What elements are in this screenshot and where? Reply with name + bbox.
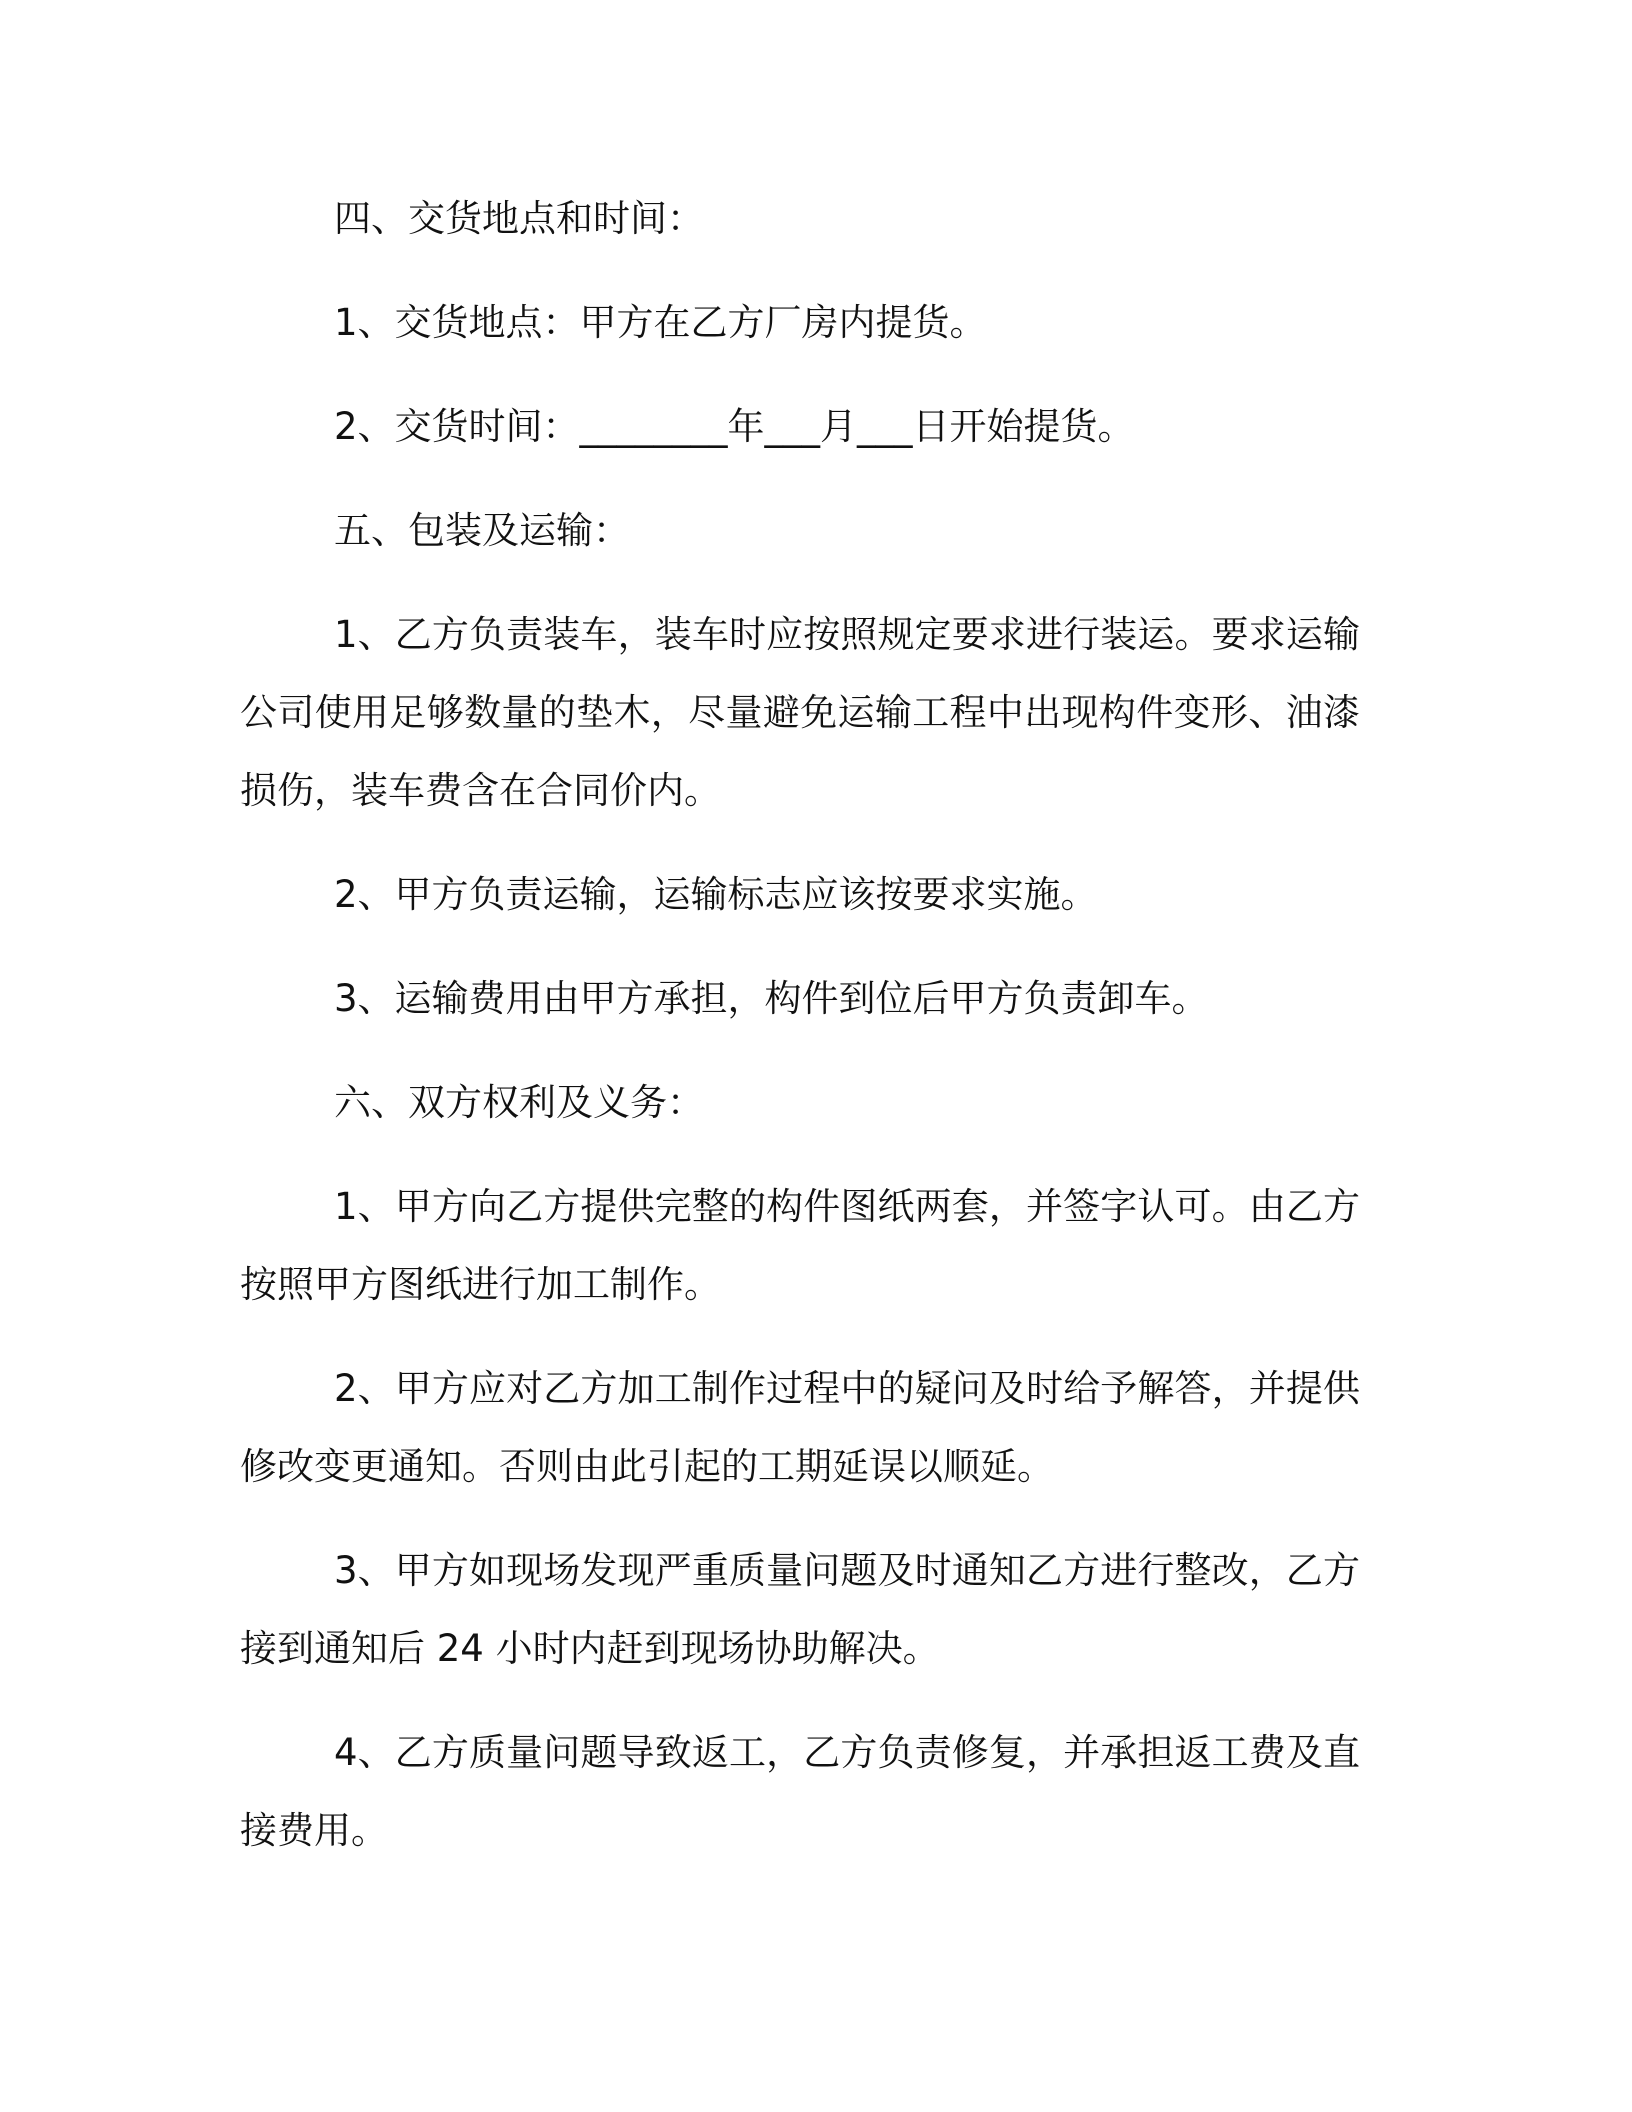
paragraph-delivery-location: 1、交货地点：甲方在乙方厂房内提货。 <box>334 301 987 344</box>
paragraph-delivery-time: 2、交货时间：________年___月___日开始提货。 <box>334 405 1135 448</box>
paragraph-drawings: 1、甲方向乙方提供完整的构件图纸两套，并签字认可。由乙方按照甲方图纸进行加工制作。 <box>240 1185 1360 1306</box>
paragraph-transport-cost: 3、运输费用由甲方承担，构件到位后甲方负责卸车。 <box>334 977 1209 1020</box>
document-body <box>240 180 1360 1870</box>
section-heading-delivery: 四、交货地点和时间： <box>334 197 704 240</box>
section-heading-rights: 六、双方权利及义务： <box>334 1081 704 1124</box>
paragraph-rework: 4、乙方质量问题导致返工，乙方负责修复，并承担返工费及直接费用。 <box>240 1731 1360 1852</box>
paragraph-quality-issues: 3、甲方如现场发现严重质量问题及时通知乙方进行整改，乙方接到通知后 24 小时内赶到现场协助解决。 <box>240 1549 1360 1670</box>
paragraph-transport: 2、甲方负责运输，运输标志应该按要求实施。 <box>334 873 1098 916</box>
paragraph-loading: 1、乙方负责装车，装车时应按照规定要求进行装运。要求运输公司使用足够数量的垫木，尽量避免运输工程中出现构件变形、油漆损伤，装车费含在合同价内。 <box>240 613 1360 812</box>
section-heading-packaging: 五、包装及运输： <box>334 509 630 552</box>
paragraph-questions: 2、甲方应对乙方加工制作过程中的疑问及时给予解答，并提供修改变更通知。否则由此引起的工期延误以顺延。 <box>240 1367 1360 1488</box>
